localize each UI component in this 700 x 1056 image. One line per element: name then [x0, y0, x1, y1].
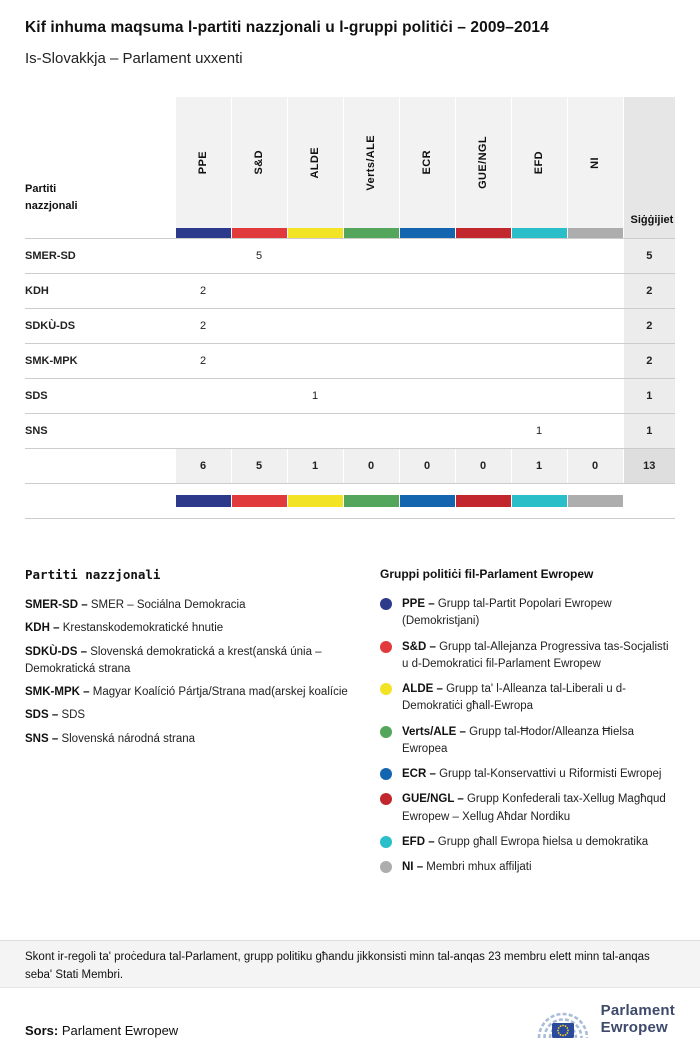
group-col-label: ALDE	[309, 146, 321, 179]
party-name-cell: SNS	[25, 414, 175, 449]
parliament-logo-text	[601, 1002, 675, 1037]
list-item: SNS – Slovenská národná strana	[25, 732, 196, 745]
value-cell	[231, 274, 287, 309]
group-color-dot	[380, 768, 392, 780]
value-cell	[175, 239, 231, 274]
group-col-label: S&D	[253, 150, 265, 175]
group-color-bar	[400, 228, 455, 238]
totals-row	[25, 449, 675, 484]
value-cell: 1	[287, 379, 343, 414]
bar-cell	[287, 484, 343, 519]
value-cell	[399, 274, 455, 309]
table-header-row	[25, 97, 675, 239]
value-cell	[343, 344, 399, 379]
list-item: ECR – Grupp tal-Konservattivi u Riformisti Ewropej	[380, 766, 675, 783]
logo-line2: Ewropew	[600, 1019, 668, 1036]
value-cell: 5	[231, 239, 287, 274]
value-cell	[511, 344, 567, 379]
group-col-header-ppe	[175, 97, 231, 239]
value-cell	[511, 309, 567, 344]
value-cell	[455, 414, 511, 449]
list-item: SDKÙ-DS – Slovenská demokratická a krest(anská únia – Demokratická strana	[25, 645, 322, 675]
seats-cell: 5	[623, 239, 675, 274]
party-col-header	[25, 97, 175, 239]
group-col-label: ECR	[421, 150, 433, 175]
group-col-label: GUE/NGL	[477, 136, 489, 189]
party-name-cell: SMER-SD	[25, 239, 175, 274]
group-color-bar	[232, 228, 287, 238]
table-row	[25, 274, 675, 309]
group-color-dot	[380, 598, 392, 610]
total-cell: 0	[399, 449, 455, 484]
seats-cell: 1	[623, 414, 675, 449]
value-cell: 1	[511, 414, 567, 449]
value-cell	[175, 379, 231, 414]
total-cell: 1	[287, 449, 343, 484]
value-cell: 2	[175, 274, 231, 309]
value-cell	[343, 379, 399, 414]
value-cell	[567, 274, 623, 309]
value-cell	[343, 239, 399, 274]
group-color-dot	[380, 836, 392, 848]
value-cell: 2	[175, 344, 231, 379]
value-cell	[343, 309, 399, 344]
totals-blank-cell	[25, 449, 175, 484]
source-label: Sors:	[25, 1023, 59, 1038]
page-title: Kif inhuma maqsuma l-partiti nazzjonali u l-gruppi politiċi – 2009–2014	[25, 19, 549, 36]
value-cell	[231, 309, 287, 344]
national-parties-legend	[25, 567, 380, 884]
group-color-dot	[380, 793, 392, 805]
value-cell	[567, 239, 623, 274]
value-cell	[287, 344, 343, 379]
total-cell: 1	[511, 449, 567, 484]
value-cell	[399, 344, 455, 379]
group-col-header-alde	[287, 97, 343, 239]
parliament-logo	[533, 994, 675, 1044]
group-color-bar	[512, 228, 567, 238]
parliament-hemicycle-icon	[533, 994, 593, 1044]
value-cell	[231, 414, 287, 449]
list-item: GUE/NGL – Grupp Konfederali tax-Xellug Magħqud Ewropew – Xellug Aħdar Nordiku	[380, 791, 675, 826]
group-col-label: Verts/ALE	[365, 134, 377, 191]
list-item: Verts/ALE – Grupp tal-Ħodor/Alleanza Ħielsa Ewropea	[380, 724, 675, 759]
bottom-color-bar-row	[25, 484, 675, 519]
political-groups-legend	[380, 567, 675, 884]
value-cell	[287, 274, 343, 309]
group-color-bar	[456, 228, 511, 238]
group-color-dot	[380, 683, 392, 695]
value-cell	[287, 309, 343, 344]
group-color-bar	[176, 228, 231, 238]
table-row	[25, 414, 675, 449]
value-cell	[399, 414, 455, 449]
seats-total-cell: 13	[623, 449, 675, 484]
table-row	[25, 239, 675, 274]
value-cell: 2	[175, 309, 231, 344]
bar-cell	[455, 484, 511, 519]
group-color-bar	[176, 495, 231, 507]
group-color-bar	[288, 495, 343, 507]
value-cell	[455, 239, 511, 274]
party-name-cell: KDH	[25, 274, 175, 309]
group-color-dot	[380, 861, 392, 873]
value-cell	[399, 309, 455, 344]
list-item: SMK-MPK – Magyar Koalíció Pártja/Strana mad(arskej koalície	[25, 686, 348, 698]
group-color-dot	[380, 641, 392, 653]
seats-col-header	[623, 97, 675, 239]
value-cell	[455, 344, 511, 379]
party-name-cell: SDS	[25, 379, 175, 414]
value-cell	[455, 379, 511, 414]
source-line	[25, 1023, 178, 1038]
bar-cell	[231, 484, 287, 519]
value-cell	[567, 379, 623, 414]
page-subtitle: Is-Slovakkja – Parlament uxxenti	[25, 50, 243, 67]
list-item: S&D – Grupp tal-Allejanza Progressiva tas-Socjalisti u d-Demokratici fil-Parlament Ewropew	[380, 639, 675, 674]
list-item: KDH – Krestanskodemokratické hnutie	[25, 622, 224, 635]
value-cell	[455, 309, 511, 344]
group-color-bar	[456, 495, 511, 507]
group-color-bar	[568, 228, 623, 238]
group-color-bar	[344, 228, 399, 238]
bar-cell	[343, 484, 399, 519]
value-cell	[455, 274, 511, 309]
group-color-bar	[568, 495, 623, 507]
group-color-dot	[380, 726, 392, 738]
value-cell	[343, 414, 399, 449]
political-groups-heading: Gruppi politiċi fil-Parlament Ewropew	[380, 567, 594, 581]
group-col-header-verts-ale	[343, 97, 399, 239]
value-cell	[287, 414, 343, 449]
total-cell: 0	[567, 449, 623, 484]
group-color-bar	[232, 495, 287, 507]
party-group-table	[25, 97, 675, 519]
list-item: ALDE – Grupp ta' l-Alleanza tal-Liberali u d-Demokratiċi għall-Ewropa	[380, 681, 675, 716]
party-name-cell: SMK-MPK	[25, 344, 175, 379]
value-cell	[567, 344, 623, 379]
list-item: SMER-SD – SMER – Sociálna Demokracia	[25, 599, 246, 611]
group-col-label: EFD	[533, 150, 545, 175]
bar-cell	[399, 484, 455, 519]
source-text: Parlament Ewropew	[61, 1023, 179, 1038]
value-cell	[287, 239, 343, 274]
seats-col-header-label: Siġġijiet	[630, 214, 674, 226]
group-col-header-efd	[511, 97, 567, 239]
group-col-header-ni	[567, 97, 623, 239]
seats-cell: 1	[623, 379, 675, 414]
group-color-bar	[288, 228, 343, 238]
group-col-header-ecr	[399, 97, 455, 239]
seats-cell: 2	[623, 344, 675, 379]
value-cell	[399, 379, 455, 414]
table-row	[25, 344, 675, 379]
bar-cell	[567, 484, 623, 519]
legend-section	[25, 567, 675, 884]
value-cell	[567, 309, 623, 344]
party-col-header-label: Partiti nazzjonali	[25, 182, 78, 213]
group-color-bar	[344, 495, 399, 507]
bar-blank-cell	[25, 484, 175, 519]
value-cell	[231, 379, 287, 414]
party-name-cell: SDKÙ-DS	[25, 309, 175, 344]
footnote: Skont ir-regoli ta' proċedura tal-Parlament, grupp politiku għandu jikkonsisti minn tal-anqas 23 membru elett minn tal-anqas seba' Stati Membri.	[0, 940, 700, 988]
total-cell: 0	[343, 449, 399, 484]
bar-cell	[175, 484, 231, 519]
value-cell	[511, 239, 567, 274]
list-item: EFD – Grupp għall Ewropa ħielsa u demokratika	[380, 834, 675, 851]
group-color-bar	[400, 495, 455, 507]
national-parties-heading: Partiti nazzjonali	[25, 567, 161, 582]
group-col-label: NI	[589, 156, 601, 169]
value-cell	[511, 274, 567, 309]
table-row	[25, 309, 675, 344]
value-cell	[343, 274, 399, 309]
table-row	[25, 379, 675, 414]
seats-cell: 2	[623, 309, 675, 344]
list-item: PPE – Grupp tal-Partit Popolari Ewropew (Demokristjani)	[380, 596, 675, 631]
total-cell: 5	[231, 449, 287, 484]
seats-cell: 2	[623, 274, 675, 309]
total-cell: 0	[455, 449, 511, 484]
logo-line1: Parlament	[600, 1001, 675, 1019]
value-cell	[175, 414, 231, 449]
seats-bar-cell	[623, 484, 675, 519]
list-item: NI – Membri mhux affiljati	[380, 859, 675, 876]
list-item: SDS – SDS	[25, 709, 86, 722]
value-cell	[567, 414, 623, 449]
group-col-header-sd	[231, 97, 287, 239]
value-cell	[231, 344, 287, 379]
group-col-header-gue-ngl	[455, 97, 511, 239]
group-col-label: PPE	[197, 150, 209, 175]
value-cell	[511, 379, 567, 414]
value-cell	[399, 239, 455, 274]
group-color-bar	[512, 495, 567, 507]
bar-cell	[511, 484, 567, 519]
total-cell: 6	[175, 449, 231, 484]
